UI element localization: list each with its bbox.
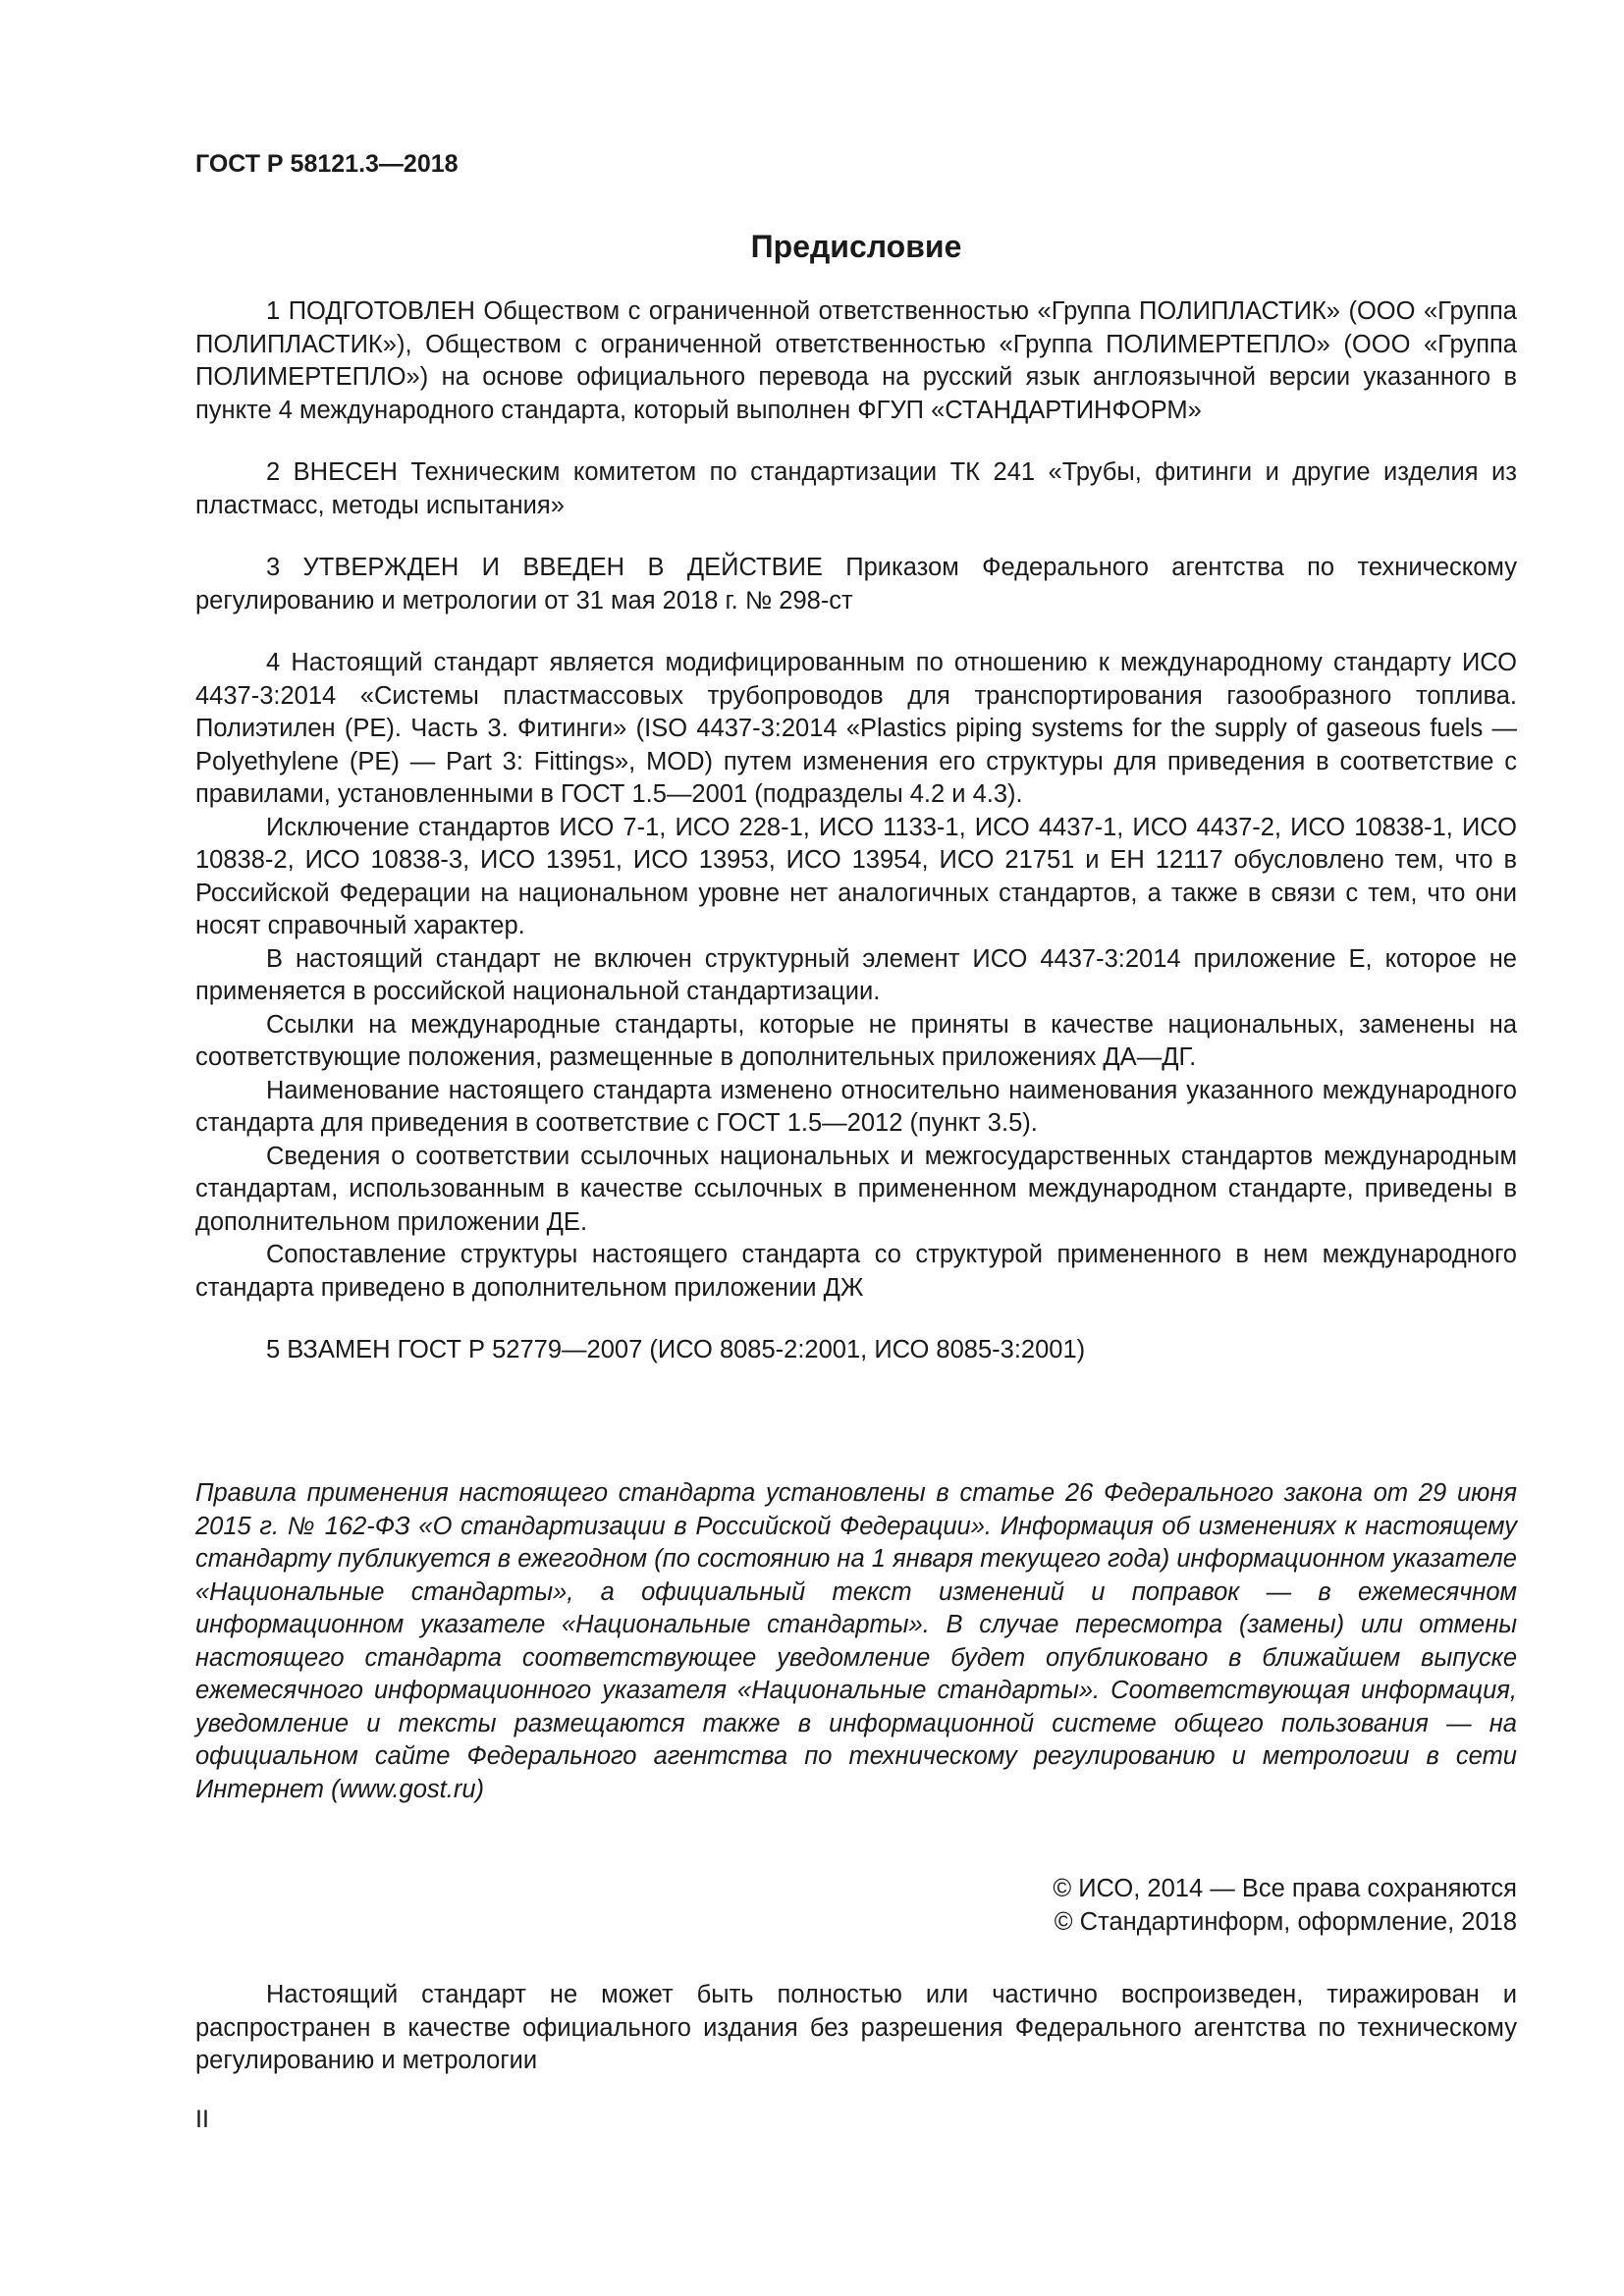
paragraph: Сведения о соответствии ссылочных национальных и межгосударственных стандартов международным стандартам, использованным в качестве ссылочных в примененном международном стандарте, приведены в дополнительном приложении ДЕ. <box>195 1142 1517 1236</box>
paragraph: В настоящий стандарт не включен структурный элемент ИСО 4437-3:2014 приложение Е, которое не применяется в российской национальной стандартизации. <box>195 944 1517 1005</box>
foreword-body <box>195 295 1517 1367</box>
page-title: Предисловие <box>750 229 962 264</box>
paragraph: 3 УТВЕРЖДЕН И ВВЕДЕН В ДЕЙСТВИЕ Приказом Федерального агентства по техническому регулированию и метрологии от 31 мая 2018 г. № 298-ст <box>195 554 1517 614</box>
paragraph: 1 ПОДГОТОВЛЕН Обществом с ограниченной ответственностью «Группа ПОЛИПЛАСТИК» (ООО «Группа ПОЛИПЛАСТИК»), Обществом с ограниченной ответственностью «Группа ПОЛИМЕРТЕПЛО» (ООО «Группа ПОЛИМЕРТЕПЛО») на основе официального перевода на русский язык англоязычной версии указанного в пункте 4 международного стандарта, который выполнен ФГУП «СТАНДАРТИНФОРМ» <box>195 297 1517 424</box>
foreword-item-5 <box>195 1334 1517 1367</box>
paragraph: 4 Настоящий стандарт является модифицированным по отношению к международному стандарту ИСО 4437-3:2014 «Системы пластмассовых трубопроводов для транспортирования газообразного топлива. Полиэтилен (PE). Часть 3. Фитинги» (ISO 4437-3:2014 «Plastics piping systems for the supply of gaseous fuels — Polyethylene (PE) — Part 3: Fittings», MOD) путем изменения его структуры для приведения в соответствие с правилами, установленными в ГОСТ 1.5—2001 (подразделы 4.2 и 4.3). <box>195 649 1517 808</box>
foreword-item-3 <box>195 552 1517 617</box>
paragraph: Исключение стандартов ИСО 7-1, ИСО 228-1, ИСО 1133-1, ИСО 4437-1, ИСО 4437-2, ИСО 10838-1, ИСО 10838-2, ИСО 10838-3, ИСО 13951, ИСО 13953, ИСО 13954, ИСО 21751 и ЕН 12117 обусловлено тем, что в Российской Федерации на национальном уровне нет аналогичных стандартов, а также в связи с тем, что они носят справочный характер. <box>195 813 1517 939</box>
foreword-item-1 <box>195 295 1517 427</box>
copyright-standartinform: © Стандартинформ, оформление, 2018 <box>1054 1907 1517 1936</box>
document-code: ГОСТ Р 58121.3—2018 <box>195 150 459 178</box>
page-number: II <box>195 2106 209 2133</box>
paragraph: 2 ВНЕСЕН Техническим комитетом по стандартизации ТК 241 «Трубы, фитинги и другие изделия из пластмасс, методы испытания» <box>195 458 1517 519</box>
paragraph: Сопоставление структуры настоящего стандарта со структурой примененного в нем международного стандарта приведено в дополнительном приложении ДЖ <box>195 1241 1517 1302</box>
paragraph: Ссылки на международные стандарты, которые не приняты в качестве национальных, заменены на соответствующие положения, размещенные в дополнительных приложениях ДА—ДГ. <box>195 1010 1517 1071</box>
copyright-block <box>195 1873 1517 1939</box>
foreword-item-4 <box>195 647 1517 1305</box>
paragraph: Наименование настоящего стандарта изменено относительно наименования указанного международного стандарта для приведения в соответствие с ГОСТ 1.5—2012 (пункт 3.5). <box>195 1076 1517 1137</box>
copyright-iso: © ИСО, 2014 — Все права сохраняются <box>1053 1875 1517 1902</box>
reproduction-notice: Настоящий стандарт не может быть полностью или частично воспроизведен, тиражирован и распространен в качестве официального издания без разрешения Федерального агентства по техническому регулированию и метрологии <box>195 1981 1517 2074</box>
paragraph: 5 ВЗАМЕН ГОСТ Р 52779—2007 (ИСО 8085-2:2001, ИСО 8085-3:2001) <box>266 1336 1086 1363</box>
foreword-item-2 <box>195 456 1517 522</box>
legal-note: Правила применения настоящего стандарта установлены в статье 26 Федерального закона от 29 июня 2015 г. № 162-ФЗ «О стандартизации в Российской Федерации». Информация об изменениях к настоящему стандарту публикуется в ежегодном (по состоянию на 1 января текущего года) информационном указателе «Национальные стандарты», а официальный текст изменений и поправок — в ежемесячном информационном указателе «Национальные стандарты». В случае пересмотра (замены) или отмены настоящего стандарта соответствующее уведомление будет опубликовано в ближайшем выпуске ежемесячного информационного указателя «Национальные стандарты». Соответствующая информация, уведомление и тексты размещаются также в информационной системе общего пользования — на официальном сайте Федерального агентства по техническому регулированию и метрологии в сети Интернет (www.gost.ru) <box>195 1479 1517 1803</box>
